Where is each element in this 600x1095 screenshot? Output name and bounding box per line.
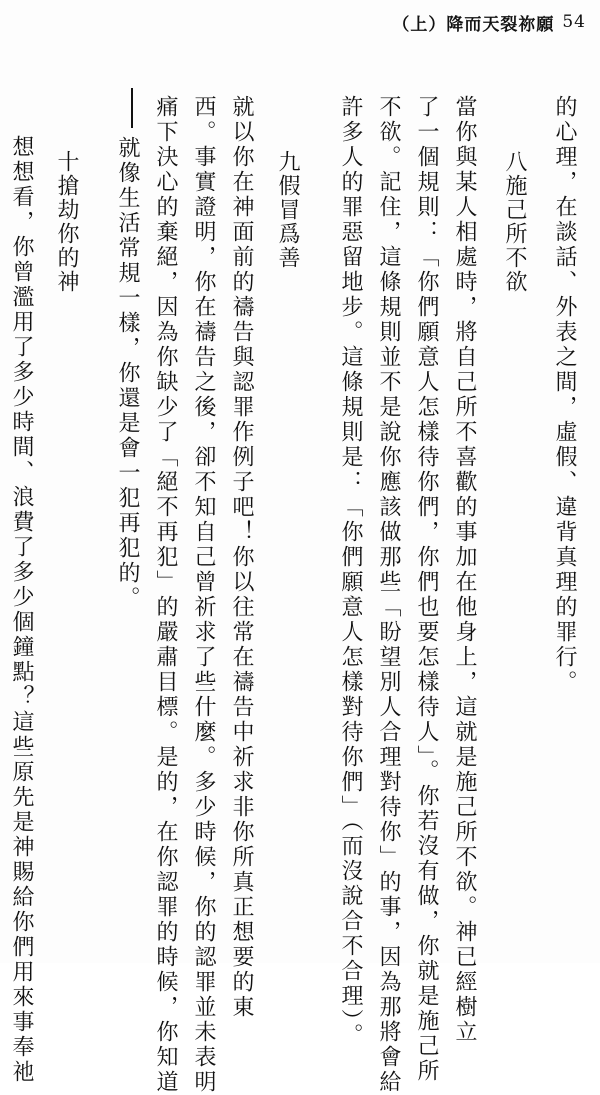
em-dash-line [131,88,133,128]
page-header [392,8,586,36]
text-column-4: 不欲。記住，這條規則並不是說你應該做那些「盼望別人合理對待你」的事，因為那將會給 [376,95,401,1095]
section-heading-8: 八施己所不欲 [502,150,527,294]
text-column-10: 想想看，你曾濫用了多少時間、浪費了多少個鐘點？這些原先是神賜給你們用來事奉祂 [9,135,34,1085]
section-heading-9: 九假冒爲善 [275,150,300,270]
text-column-5: 許多人的罪惡留地步。這條規則是：「你們願意人怎樣對待你們」（而沒說合不合理）。 [338,95,363,1048]
running-title: （上）降而天裂祢願 [392,14,555,35]
text-column-2: 當你與某人相處時，將自己所不喜歡的事加在他身上，這就是施己所不欲。神已經樹立 [452,95,477,1045]
text-column-6: 就以你在神面前的禱告與認罪作例子吧！你以往常在禱告中祈求非你所真正想要的東 [229,95,254,1020]
section-heading-10: 十搶劫你的神 [54,150,79,294]
text-column-1: 的心理，在談話、外表之間，虛假、違背真理的罪行。 [552,95,577,695]
text-column-3: 了一個規則：「你們願意人怎樣待你們，你們也要怎樣待人」。你若沒有做，你就是施己所 [414,95,439,1084]
text-column-9: 就像生活常規一樣，你還是會一犯再犯的。 [115,136,140,611]
page-number: 54 [562,12,586,32]
text-column-7: 西。事實證明，你在禱告之後，卻不知自己曾祈求了些什麼。多少時候，你的認罪並未表明 [191,95,216,1095]
text-column-8: 痛下決心的棄絕，因為你缺少了「絕不再犯」的嚴肅目標。是的，在你認罪的時候，你知道 [153,95,178,1095]
